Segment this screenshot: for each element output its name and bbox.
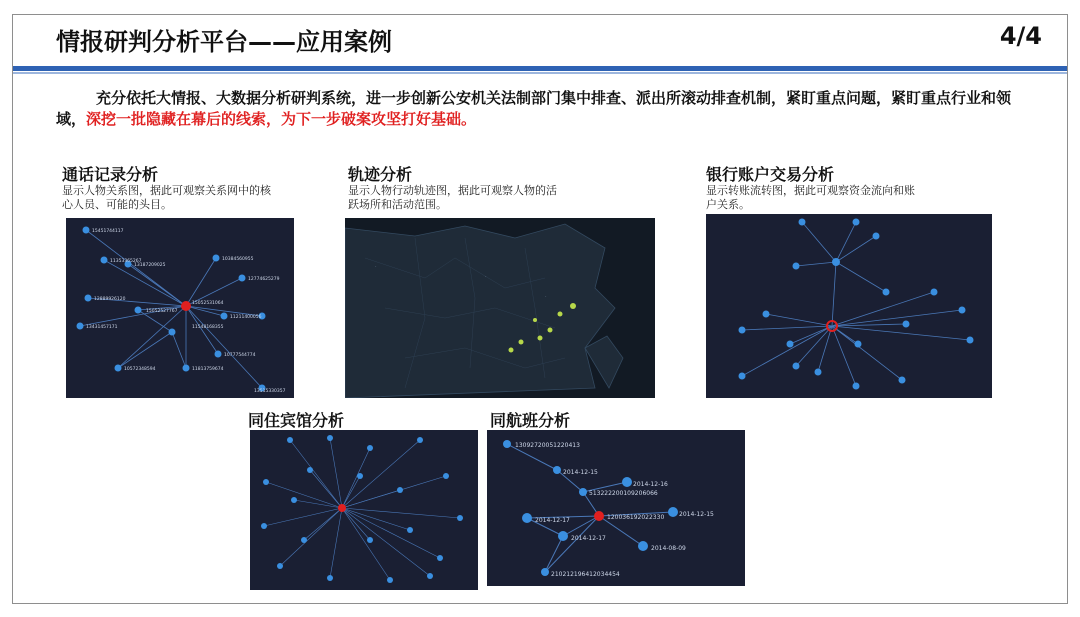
svg-text:11211400056: 11211400056 xyxy=(230,315,262,320)
hotel-cohabit-graph xyxy=(250,430,478,590)
flight-network-graph xyxy=(487,430,745,586)
svg-text:10777544774: 10777544774 xyxy=(224,353,256,358)
flight-label-date1: 2014-12-15 xyxy=(563,469,598,476)
header-rule-light xyxy=(13,72,1067,74)
svg-text:12889926120: 12889926120 xyxy=(94,297,126,302)
svg-text:15052531064: 15052531064 xyxy=(192,301,224,306)
intro-paragraph xyxy=(56,88,1016,130)
bank-analysis-desc-2: 户关系。 xyxy=(706,198,750,211)
bank-flow-graph xyxy=(706,214,992,398)
call-analysis-desc-2: 心人员、可能的头目。 xyxy=(62,198,172,211)
svg-text:11548168355: 11548168355 xyxy=(192,325,224,330)
svg-text:11353365267: 11353365267 xyxy=(110,259,142,264)
track-analysis-desc-2: 跃场所和活动范围。 xyxy=(348,198,447,211)
header-rule xyxy=(13,66,1067,71)
svg-text:13187209025: 13187209025 xyxy=(134,263,166,268)
svg-text:10572348594: 10572348594 xyxy=(124,367,156,372)
page-title: 情报研判分析平台——应用案例 xyxy=(56,28,392,56)
flight-label-center: 120036192022330 xyxy=(607,514,665,521)
svg-text:12774625279: 12774625279 xyxy=(248,277,280,282)
svg-text:·: · xyxy=(485,274,487,280)
flight-label-date2: 2014-12-16 xyxy=(633,481,668,488)
track-analysis-desc-1: 显示人物行动轨迹图，据此可观察人物的活 xyxy=(348,184,557,197)
flight-label-date6: 2014-08-09 xyxy=(651,545,686,552)
call-network-graph xyxy=(66,218,294,398)
flight-analysis-title: 同航班分析 xyxy=(490,411,571,430)
track-analysis-title: 轨迹分析 xyxy=(348,165,413,184)
svg-text:13431457171: 13431457171 xyxy=(86,325,118,330)
bank-analysis-title: 银行账户交易分析 xyxy=(706,165,835,184)
call-analysis-desc-1: 显示人物关系图，据此可观察关系网中的核 xyxy=(62,184,271,197)
flight-label-date4: 2014-12-15 xyxy=(679,511,714,518)
flight-label-mid: 513222200109206066 xyxy=(589,490,658,497)
flight-label-date3: 2014-12-17 xyxy=(535,517,570,524)
svg-text:·: · xyxy=(375,264,377,270)
hotel-analysis-title: 同住宾馆分析 xyxy=(248,411,345,430)
svg-text:10384560955: 10384560955 xyxy=(222,257,254,262)
page-indicator: 4/4 xyxy=(999,22,1042,50)
svg-text:13515330357: 13515330357 xyxy=(254,389,286,394)
svg-text:·: · xyxy=(545,294,547,300)
bank-analysis-desc-1: 显示转账流转图，据此可观察资金流向和账 xyxy=(706,184,915,197)
flight-label-bottom: 210212196412034454 xyxy=(551,571,620,578)
svg-text:15052527767: 15052527767 xyxy=(146,309,178,314)
svg-text:11813759674: 11813759674 xyxy=(192,367,224,372)
intro-highlight: 深挖一批隐藏在幕后的线索，为下一步破案攻坚打好基础。 xyxy=(86,110,477,128)
track-map xyxy=(345,218,655,398)
flight-label-date5: 2014-12-17 xyxy=(571,535,606,542)
call-analysis-title: 通话记录分析 xyxy=(62,165,159,184)
flight-label-top: 13092720051220413 xyxy=(515,442,580,449)
intro-text: 充分依托大情报、大数据分析研判系统，进一步创新公安机关法制部门集中排查、派出所滚动排查机制，紧盯重点问题，紧盯重点行业和领域， xyxy=(56,89,1012,128)
svg-text:15451744117: 15451744117 xyxy=(92,229,124,234)
